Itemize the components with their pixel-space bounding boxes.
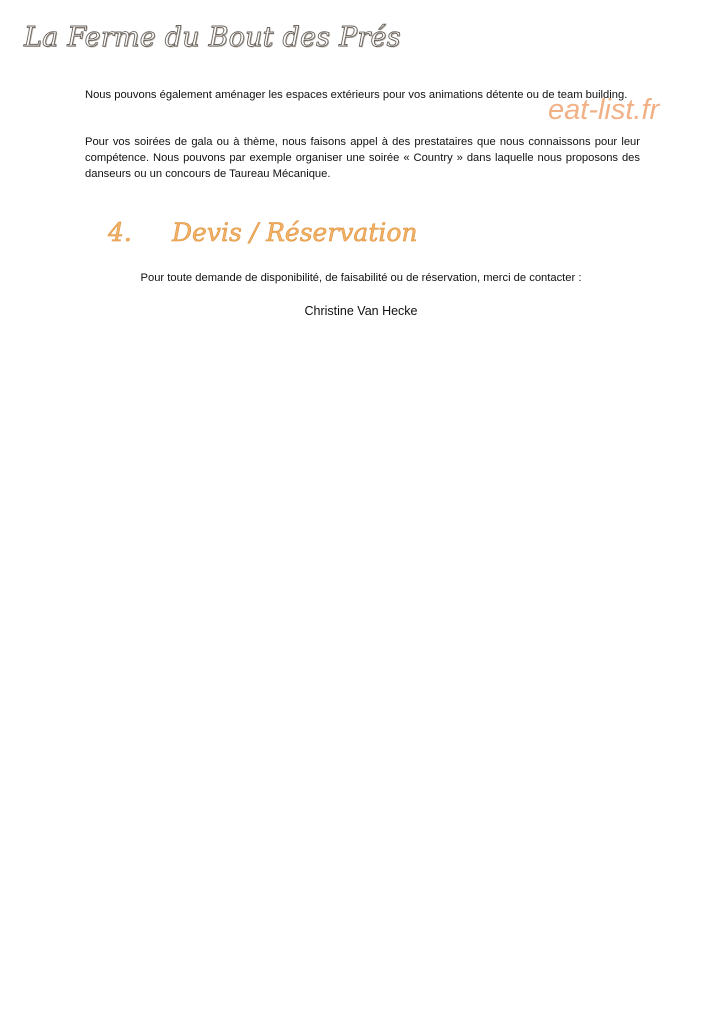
document-header-title: La Ferme du Bout des Prés — [24, 22, 401, 53]
watermark-text: eat-list.fr — [548, 94, 660, 126]
paragraph-gala-evenings: Pour vos soirées de gala ou à thème, nous faisons appel à des prestataires que nous connaissons pour leur compétence. Nous pouvons par exemple organiser une soirée « Country » dans laquelle nous proposons des danseurs ou un concours de Taureau Mécanique. — [85, 136, 640, 180]
section-heading — [108, 218, 418, 247]
contact-instructions: Pour toute demande de disponibilité, de faisabilité ou de réservation, merci de contacter : — [140, 272, 582, 284]
section-title: Devis / Réservation — [172, 218, 418, 247]
paragraph-outdoor-spaces: Nous pouvons également aménager les espaces extérieurs pour vos animations détente ou de team building. — [85, 89, 628, 101]
section-number: 4. — [108, 218, 132, 247]
contact-person-name: Christine Van Hecke — [304, 304, 418, 318]
